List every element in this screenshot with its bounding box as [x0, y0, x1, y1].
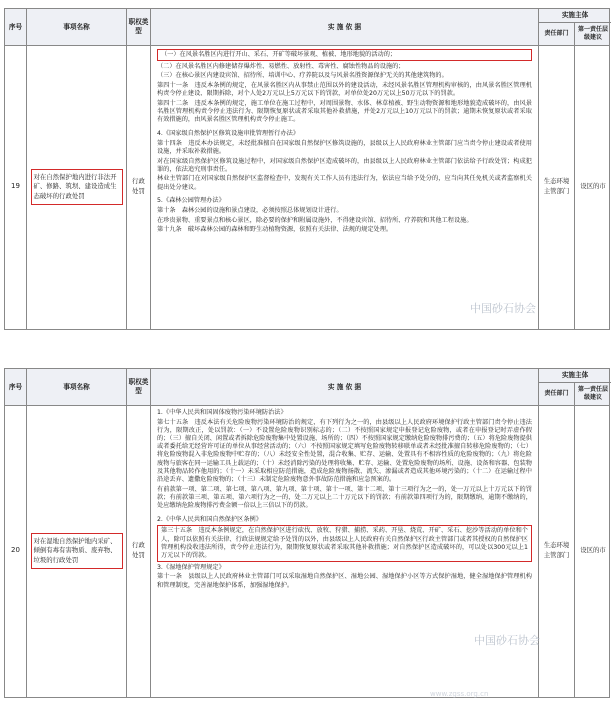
- row-dept: [539, 405, 575, 697]
- policy-table-1: [4, 8, 610, 330]
- header-advice: 第一责任层级建议: [577, 26, 608, 41]
- watermark: 中国砂石协会: [470, 302, 536, 315]
- row-seq: [5, 45, 27, 329]
- basis-line: 第十一条 县级以上人民政府林业主管部门可以采取湿地自然保护区、湿地公园、湿地保护小区等方式保护湿地，健全湿地保护管理机构和管理制度，完善湿地保护体系，加强湿地保护。: [157, 573, 532, 589]
- basis-line: 第四十一条 违反本条例的规定，在风景名胜区内从事禁止范围以外的建设活动，未经风景名胜区管理机构审核的，由风景名胜区管理机构责令停止建设、限期拆除，对个人处2万元以上5万元以下的罚款，对单位处20万元以上50万元以下的罚款。: [157, 82, 532, 98]
- row-type: [127, 45, 151, 329]
- header-subject: 实施主体: [539, 369, 611, 383]
- header-subject: 实施主体: [539, 9, 611, 23]
- row-dept-value: 生态环境主管部门: [543, 177, 570, 195]
- header-basis: 实 施 依 据: [151, 369, 539, 405]
- basis-line: 林业主管部门在对国家级自然保护区监督检查中，发现有关工作人员有违法行为，依法应当给予处分的，应当向其任免机关或者监察机关提出处分建议。: [157, 175, 532, 191]
- row-advice-value: 设区的市: [580, 546, 606, 555]
- watermark: 中国砂石协会: [474, 634, 540, 647]
- basis-line: 第十四条 违反本办法规定，未经批准擅自在国家级自然保护区修筑设施的，县级以上人民政府林业主管部门应当责令停止建设或者使用设施，并采取补救措施。: [157, 139, 532, 155]
- table-row: [5, 405, 609, 697]
- row-basis: [151, 45, 539, 329]
- basis-line: 第十条 森林公园的设施和景点建设，必须按照总体规划设计进行。: [157, 207, 343, 214]
- basis-section-title: 5.《森林公园管理办法》: [157, 197, 225, 205]
- watermark-url: www.zgss.org.cn: [430, 690, 489, 698]
- header-dept: 责任部门: [539, 23, 575, 45]
- basis-line: 第四十二条 违反本条例的规定，施工单位在施工过程中，对周围景物、水体、林草植被、野生动物资源和地形地貌造成破坏的，由风景名胜区管理机构责令停止违法行为、限期恢复原状或者采取其他补救措施，并处2万元以上10万元以下的罚款；逾期未恢复原状或者采取有效措施的，由风景名胜区管理机构责令停止施工。: [157, 99, 532, 124]
- table-row: [5, 45, 609, 329]
- row-seq-value: 19: [11, 182, 20, 191]
- row-type-value: 行政处罚: [132, 177, 145, 195]
- header-seq: 序号: [5, 9, 27, 45]
- basis-line: （三）在核心景区内建设宾馆、招待所、培训中心、疗养院以及与风景名胜资源保护无关的其他建筑物的。: [157, 72, 448, 80]
- row-basis: [151, 405, 539, 697]
- basis-line: 在珍贵景物、重要景点和核心景区，除必要的保护和附属设施外，不得建设宾馆、招待所、疗养院和其他工程设施。: [157, 216, 473, 224]
- row-name-highlight: 对在自然保护地内进行非法开矿、修路、筑坝、建设造成生态破坏的行政处罚: [31, 169, 123, 205]
- row-advice: [575, 45, 611, 329]
- basis-section-title: 2.《中华人民共和国自然保护区条例》: [157, 515, 262, 523]
- row-advice: [575, 405, 611, 697]
- basis-line: 对在国家级自然保护区修筑设施过程中，对国家级自然保护区造成破坏的，由县级以上人民政府林业主管部门依法给予行政处罚；构成犯罪的，依法追究刑事责任。: [157, 157, 532, 173]
- basis-line-highlight: 第三十五条 违反本条例规定，在自然保护区进行砍伐、放牧、狩猎、捕捞、采药、开垦、烧荒、开矿、采石、挖沙等活动的单位和个人，除可以依照有关法律、行政法规规定给予处罚的以外，由县级以上人民政府有关自然保护区行政主管部门或者其授权的自然保护区管理机构没收违法所得，责令停止违法行为，限期恢复原状或者采取其他补救措施；对自然保护区造成破坏的，可以处以300元以上1万元以下的罚款。: [157, 525, 532, 562]
- row-dept: [539, 45, 575, 329]
- row-name-cell: [27, 405, 127, 697]
- basis-line-highlight: （一）在风景名胜区内进行开山、采石、开矿等破坏景观、植被、地形地貌的活动的；: [157, 49, 532, 61]
- header-name: 事项名称: [27, 9, 127, 45]
- header-name: 事项名称: [27, 369, 127, 405]
- table-header: [5, 9, 609, 46]
- table-header: [5, 369, 609, 406]
- basis-line: 有前款第一项、第二项、第七项、第八项、第九项、第十项、第十一项、第十二项、第十三项行为之一的，处一万元以上十万元以下的罚款；有前款第三项、第五项、第六项行为之一的，处二万元以上二十万元以下的罚款；有前款第四项行为的，限期缴纳，逾期不缴纳的，处应缴纳危险废物排污费金额一倍以上三倍以下的罚款。: [157, 485, 532, 510]
- row-seq: [5, 405, 27, 697]
- row-advice-value: 设区的市: [580, 182, 606, 191]
- basis-line: 第十九条 破坏森林公园的森林和野生动植物资源，依照有关法律、法规的规定处理。: [157, 226, 393, 234]
- header-type: 职权类型: [127, 9, 151, 45]
- basis-section-title: 1.《中华人民共和国固体废物污染环境防治法》: [157, 409, 287, 416]
- row-name-highlight: 对在湿地自然保护地内采矿、倾倒有毒有害物质、废弃物、垃圾的行政处罚: [31, 533, 123, 569]
- row-seq-value: 20: [11, 546, 20, 555]
- header-basis: 实 施 依 据: [151, 9, 539, 45]
- header-advice: 第一责任层级建议: [577, 386, 608, 401]
- basis-section-title: 3.《湿地保护管理规定》: [157, 563, 225, 571]
- basis-section-title: 4.《国家级自然保护区修筑设施审批管理暂行办法》: [157, 130, 300, 137]
- row-type-value: 行政处罚: [132, 541, 145, 559]
- row-dept-value: 生态环境主管部门: [543, 541, 570, 559]
- basis-line: 第七十五条 违反本法有关危险废物污染环境防治的规定，有下列行为之一的，由县级以上人民政府环境保护行政主管部门责令停止违法行为，限期改正，处以罚款：（一）不设置危险废物识别标志的；（二）不按照国家规定申报登记危险废物，或者在申报登记时弄虚作假的；（三）擅自关闭、闲置或者拆除危险废物集中处置设施、场所的；（四）不按照国家规定缴纳危险废物排污费的；（五）将危险废物提供或者委托给无经营许可证的单位从事经营活动的；（六）不按照国家规定填写危险废物转移联单或者未经批准擅自转移危险废物的；（七）将危险废物混入非危险废物中贮存的；（八）未经安全性处置，混合收集、贮存、运输、处置具有不相容性质的危险废物的；（九）将危险废物与旅客在同一运输工具上载运的；（十）未经消除污染的处理将收集、贮存、运输、处置危险废物的场所、设施、设备和容器、包装物及其他物品转作他用的；（十一）未采取相应防范措施，造成危险废物扬散、流失、渗漏或者造成其他环境污染的；（十二）在运输过程中沿途丢弃、遗撒危险废物的；（十三）未制定危险废物意外事故防范措施和应急预案的。: [157, 418, 532, 483]
- row-type: [127, 405, 151, 697]
- header-seq: 序号: [5, 369, 27, 405]
- header-dept: 责任部门: [539, 383, 575, 405]
- row-name-cell: [27, 45, 127, 329]
- basis-line: （二）在风景名胜区内修建储存爆炸性、易燃性、放射性、毒害性、腐蚀性物品的设施的；: [157, 62, 405, 70]
- policy-table-2: [4, 368, 610, 698]
- header-type: 职权类型: [127, 369, 151, 405]
